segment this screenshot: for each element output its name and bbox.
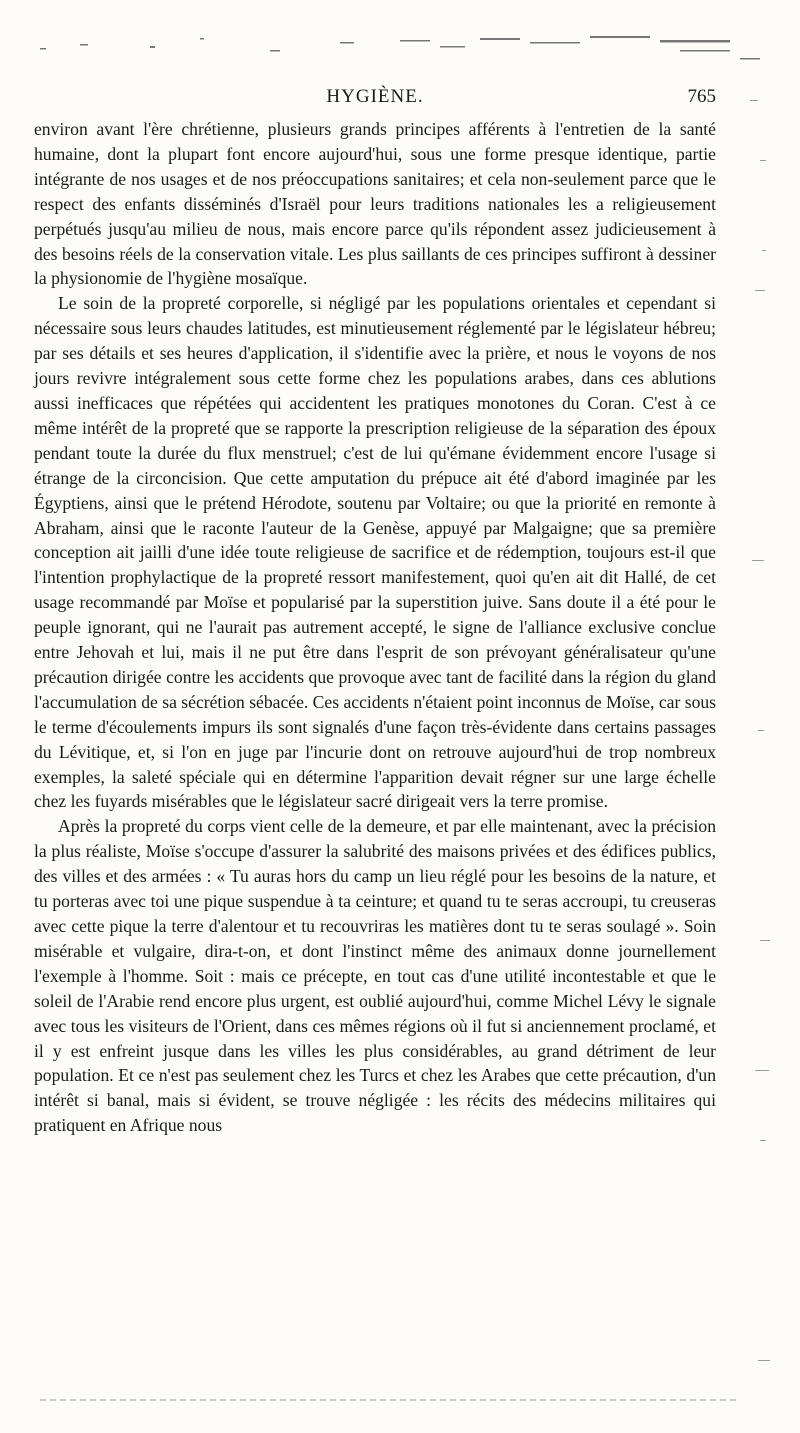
scan-noise-bottom xyxy=(40,1395,740,1405)
paragraph-2: Le soin de la propreté corporelle, si négligé par les populations orientales et cependant si nécessaire sous leurs chaudes latitudes, est minutieusement réglementé par le législateur hébreu; par ses détails et ses heures d'application, il s'identifie avec la prière, et nous le voyons de nos jours revivre intégralement sous cette forme chez les populations arabes, dans ces ablutions aussi inefficaces que répétées qui accidentent les pratiques monotones du Coran. C'est à ce même intérêt de la propreté que se rapporte la prescription religieuse de la séparation des époux pendant toute la durée du flux menstruel; c'est de lui qu'émane évidemment encore l'usage si étrange de la circoncision. Que cette amputation du prépuce ait été d'abord imaginée par les Égyptiens, ainsi que le prétend Hérodote, soutenu par Voltaire; ou que la priorité en remonte à Abraham, ainsi que le raconte l'auteur de la Genèse, appuyé par Malgaigne; que sa première conception ait jailli d'une idée toute religieuse de sacrifice et de rédemption, toujours est-il que l'intention prophylactique de la propreté ressort manifestement, quoi qu'en ait dit Hallé, de cet usage recommandé par Moïse et popularisé par la superstition juive. Sans doute il a été pour le peuple ignorant, qui ne l'aurait pas autrement accepté, le signe de l'alliance exclusive conclue entre Jehovah et lui, mais il ne put être dans l'esprit de son prévoyant généralisateur qu'une précaution dirigée contre les accidents que provoque avec tant de facilité dans la région du gland l'accumulation de sa sécrétion sébacée. Ces accidents n'étaient point inconnus de Moïse, car sous le terme d'écoulements impurs ils sont signalés d'une façon très-évidente dans certains passages du Lévitique, et, si l'on en juge par l'incurie dont on retrouve aujourd'hui de trop nombreux exemples, la saleté spéciale qui en détermine l'apparition devait régner sur une large échelle chez les fuyards misérables que le législateur sacré dirigeait vers la terre promise. xyxy=(34,293,717,812)
page-number: 765 xyxy=(687,86,716,107)
paragraph-1: environ avant l'ère chrétienne, plusieurs grands principes afférents à l'entretien de la santé humaine, dont la plupart font encore aujourd'hui, sous une forme presque identique, partie intégrante de nos usages et de nos préoccupations sanitaires; et cela non-seulement parce que le respect des enfants disséminés d'Israël pour leurs traditions nationales les a religieusement perpétués jusqu'au milieu de nous, mais encore parce qu'ils répondent assez judicieusement à des besoins réels de la conservation vitale. Les plus saillants de ces principes suffiront à dessiner la physionomie de l'hygiène mosaïque. xyxy=(34,119,716,289)
body-text xyxy=(34,117,716,1138)
paragraph-3: Après la propreté du corps vient celle de la demeure, et par elle maintenant, avec la précision la plus réaliste, Moïse s'occupe d'assurer la salubrité des maisons privées et des édifices publics, des villes et des armées : « Tu auras hors du camp un lieu réglé pour les besoins de la nature, et tu porteras avec toi une pique suspendue à ta ceinture; et quand tu te seras accroupi, tu creuseras avec cette pique la terre d'alentour et tu recouvriras les matières dont tu te seras soulagé ». Soin misérable et vulgaire, dira-t-on, et dont l'instinct même des animaux donne journellement l'exemple à l'homme. Soit : mais ce précepte, en tout cas d'une utilité incontestable et que le soleil de l'Arabie rend encore plus urgent, est oublié aujourd'hui, comme Michel Lévy le signale avec tous les visiteurs de l'Orient, dans ces mêmes régions où il fut si anciennement proclamé, et il y est enfreint jusque dans les villes les plus considérables, au grand détriment de leur population. Et ce n'est pas seulement chez les Turcs et chez les Arabes que cette précaution, d'un intérêt si banal, mais si évident, se trouve négligée : les récits des médecins militaires qui pratiquent en Afrique nous xyxy=(34,816,716,1136)
scan-noise-top xyxy=(40,30,770,70)
page-header xyxy=(34,86,716,112)
running-head: HYGIÈNE. xyxy=(326,86,424,107)
scan-noise-margin xyxy=(730,40,790,1420)
